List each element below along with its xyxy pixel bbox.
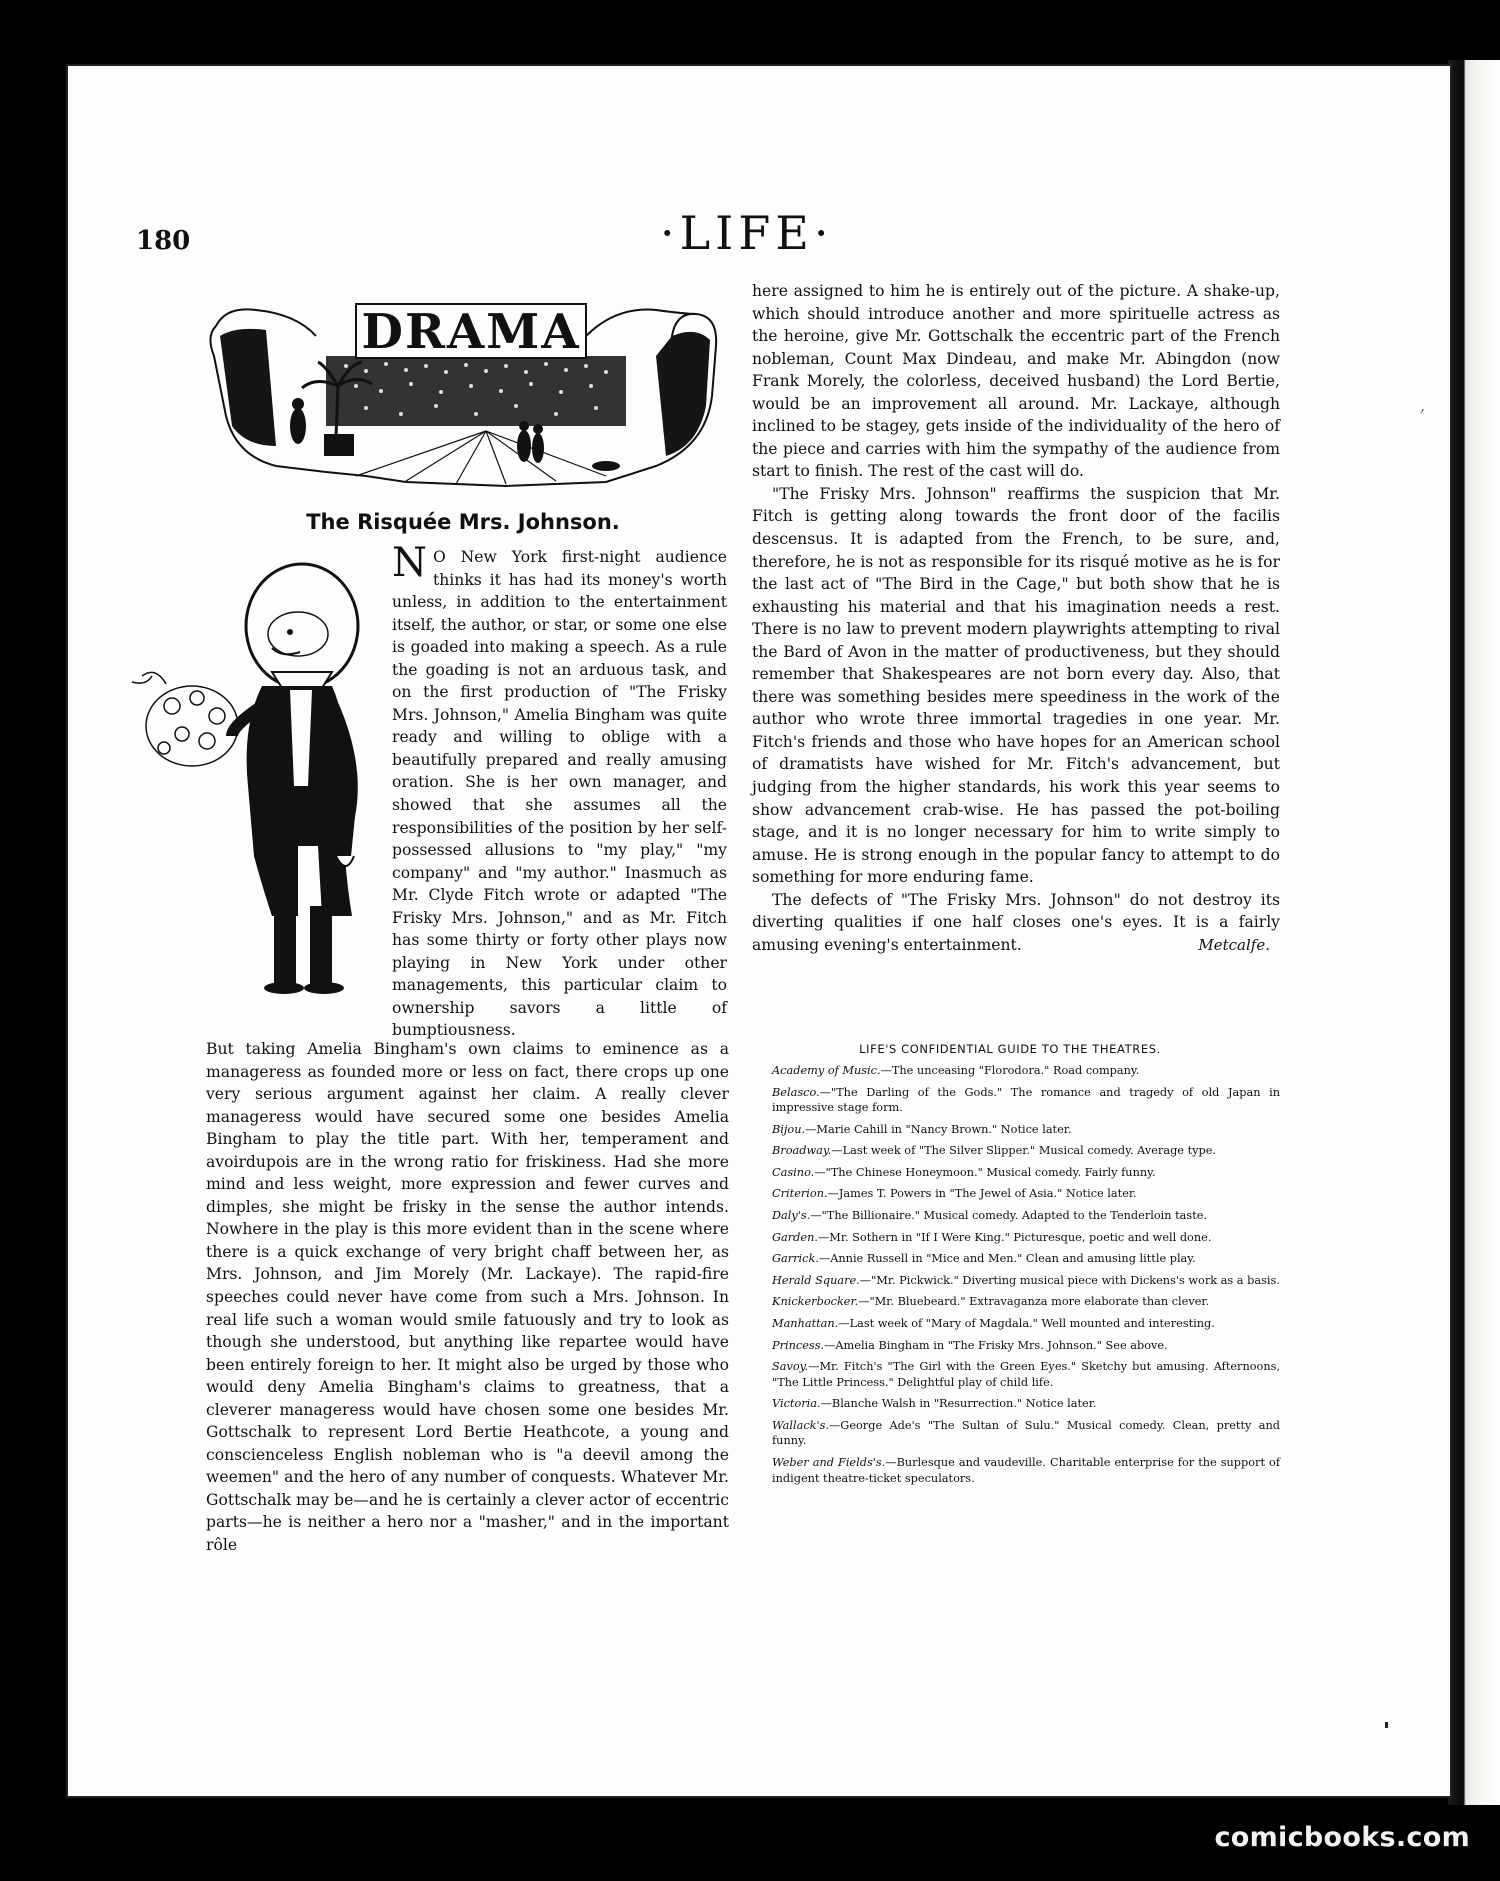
bald-man-caricature-illustration (122, 556, 412, 996)
guide-theatre-name: Bijou. (772, 1122, 806, 1136)
guide-theatre-name: Victoria. (772, 1397, 821, 1411)
guide-entry-text: —James T. Powers in "The Jewel of Asia." Notice later. (827, 1187, 1137, 1201)
guide-entry-text: —Last week of "Mary of Magdala." Well mounted and interesting. (838, 1317, 1215, 1331)
guide-entry-text: —Mr. Fitch's "The Girl with the Green Eyes." Sketchy but amusing. Afternoons, "The Little Princess." Delightful play of child life. (772, 1360, 1280, 1389)
guide-entry (772, 1273, 1280, 1289)
guide-theatre-name: Knickerbocker. (772, 1295, 859, 1309)
guide-entry (772, 1455, 1280, 1486)
guide-entry-text: —"The Billionaire." Musical comedy. Adapted to the Tenderloin taste. (810, 1209, 1208, 1223)
guide-theatre-name: Weber and Fields's. (772, 1456, 886, 1469)
paragraph-2: But taking Amelia Bingham's own claims to eminence as a manageress as founded more or less on fact, there crops up one very serious argument against her claim. A really clever manageress would have secured some one besides Amelia Bingham to play the title part. With her, temperament and avoirdupois are in the wrong ratio for friskiness. Had she more mind and less weight, more expression and fewer curves and dimples, she might be frisky in the sense the author intends. Nowhere in the play is this more evident than in the scene where there is a quick exchange of very bright chaff between her, as Mrs. Johnson, and Jim Morely (Mr. Lackaye). The rapid-fire speeches could never have come from such a Mrs. Johnson. In real life such a woman would smile fatuously and try to look as though she understood, but anything like repartee would have been entirely foreign to her. It might also be urged by those who would deny Amelia Bingham's claims to greatness, that a cleverer manageress would have chosen some one besides Mr. Gottschalk to represent Lord Bertie Heathcote, a young and conscienceless English nobleman who is "a deevil among the weemen" and the hero of any number of conquests. Whatever Mr. Gottschalk may be—and he is certainly a clever actor of eccentric parts—he is neither a hero nor a "masher," and in the important rôle (206, 1040, 729, 1555)
guide-theatre-name: Manhattan. (772, 1317, 839, 1331)
page-number: 180 (136, 226, 191, 256)
drama-banner-illustration (206, 296, 722, 496)
article-intro (392, 540, 727, 1042)
guide-entry-text: —Blanche Walsh in "Resurrection." Notice later. (820, 1397, 1097, 1411)
guide-entry (772, 1165, 1280, 1181)
guide-entry-text: —Last week of "The Silver Slipper." Musical comedy. Average type. (831, 1144, 1217, 1158)
theatre-guide-heading: LIFE'S CONFIDENTIAL GUIDE TO THE THEATRES. (859, 1042, 1161, 1056)
guide-theatre-name: Belasco. (772, 1085, 820, 1099)
guide-theatre-name: Broadway. (772, 1144, 832, 1158)
guide-theatre-name: Garrick. (772, 1252, 819, 1266)
guide-entry (772, 1294, 1280, 1310)
guide-entry-text: —Marie Cahill in "Nancy Brown." Notice later. (805, 1122, 1072, 1136)
next-page-edge (1448, 60, 1500, 1805)
dropcap: N (392, 540, 427, 586)
guide-entry-text: —Amelia Bingham in "The Frisky Mrs. Johnson." See above. (824, 1338, 1168, 1352)
article-title: The Risquée Mrs. Johnson. (306, 510, 620, 534)
guide-theatre-name: Herald Square. (772, 1273, 860, 1287)
right-column (752, 280, 1280, 956)
guide-entry (772, 1208, 1280, 1224)
theatre-guide-list (772, 1063, 1280, 1492)
guide-entry (772, 1251, 1280, 1267)
guide-entry-text: —Burlesque and vaudeville. Charitable enterprise for the support of indigent theatre-ticket speculators. (772, 1456, 1280, 1485)
guide-entry (772, 1316, 1280, 1332)
left-column-lower (206, 1038, 729, 1557)
guide-theatre-name: Casino. (772, 1165, 815, 1179)
guide-entry (772, 1063, 1280, 1079)
intro-text: O New York first-night audience thinks it has had its money's worth unless, in addition to the entertainment itself, the author, or star, or some one else is goaded into making a speech. As a rule the goading is not an arduous task, and on the first production of "The Frisky Mrs. Johnson," Amelia Bingham was quite ready and willing to oblige with a beautifully prepared and really amusing oration. She is her own manager, and showed that she assumes all the responsibilities of the position by her self-possessed allusions to "my play," "my company" and "my author." Inasmuch as Mr. Clyde Fitch wrote or adapted "The Frisky Mrs. Johnson," and as Mr. Fitch has some thirty or forty other plays now playing in New York under other managements, this particular claim to ownership savors a little of bumptiousness. (392, 548, 727, 1040)
guide-entry (772, 1396, 1280, 1412)
watermark: comicbooks.com (1214, 1822, 1470, 1853)
guide-theatre-name: Academy of Music. (772, 1064, 881, 1077)
guide-entry (772, 1230, 1280, 1246)
paragraph-5-text: The defects of "The Frisky Mrs. Johnson" do not destroy its diverting qualities if one half closes one's eyes. It is a fairly amusing evening's entertainment. (752, 890, 1280, 954)
guide-entry-text: —George Ade's "The Sultan of Sulu." Musical comedy. Clean, pretty and funny. (772, 1418, 1280, 1448)
guide-entry-text: —"The Chinese Honeymoon." Musical comedy. Fairly funny. (814, 1165, 1156, 1179)
author-signature: Metcalfe. (1198, 935, 1270, 954)
guide-entry (772, 1338, 1280, 1354)
guide-entry-text: —"Mr. Bluebeard." Extravaganza more elaborate than clever. (858, 1295, 1210, 1309)
guide-entry (772, 1359, 1280, 1390)
guide-theatre-name: Princess. (772, 1338, 825, 1352)
paragraph-4: "The Frisky Mrs. Johnson" reaffirms the suspicion that Mr. Fitch is getting along towards the front door of the facilis descensus. It is adapted from the French, to be sure, and, therefore, he is not as responsible for its risqué motive as he is for the last act of "The Bird in the Cage," but both show that he is exhausting his material and that his imagination needs a rest. There is no law to prevent modern playwrights attempting to rival the Bard of Avon in the matter of productiveness, but they should remember that Shakespeares are not born every day. Also, that there was something besides mere speediness in the work of the author who wrote three immortal tragedies in one year. Mr. Fitch's friends and those who have hopes for an American school of dramatists have wished for Mr. Fitch's advancement, but judging from the higher standards, his work this year seems to show advancement crab-wise. He has passed the pot-boiling stage, and it is no longer necessary for him to write simply to amuse. He is strong enough in the popular fancy to attempt to do something for more enduring fame. (752, 484, 1280, 887)
guide-entry-text: —"The Darling of the Gods." The romance and tragedy of old Japan in impressive stage form. (772, 1085, 1280, 1115)
guide-theatre-name: Garden. (772, 1230, 818, 1244)
guide-theatre-name: Savoy. (772, 1360, 809, 1374)
paragraph-3: here assigned to him he is entirely out of the picture. A shake-up, which should introduce another and more spirituelle actress as the heroine, give Mr. Gottschalk the eccentric part of the French nobleman, Count Max Dindeau, and make Mr. Abingdon (now Frank Morely, the colorless, deceived husband) the Lord Bertie, would be an improvement all around. Mr. Lackaye, although inclined to be stagey, gets inside of the individuality of the hero of the piece and carries with him the sympathy of the audience from start to finish. The rest of the cast will do. (752, 282, 1280, 481)
guide-entry (772, 1143, 1280, 1159)
guide-entry (772, 1418, 1280, 1449)
drama-banner-title: DRAMA (361, 304, 581, 360)
guide-entry-text: —The unceasing "Florodora." Road company. (880, 1064, 1140, 1077)
guide-entry-text: —"Mr. Pickwick." Diverting musical piece with Dickens's work as a basis. (859, 1273, 1280, 1287)
guide-theatre-name: Criterion. (772, 1187, 828, 1201)
guide-entry (772, 1085, 1280, 1116)
masthead: ·LIFE· (660, 206, 834, 260)
guide-entry-text: —Mr. Sothern in "If I Were King." Picturesque, poetic and well done. (817, 1230, 1212, 1244)
guide-entry (772, 1186, 1280, 1202)
guide-theatre-name: Daly's. (772, 1209, 811, 1223)
guide-entry (772, 1122, 1280, 1138)
guide-theatre-name: Wallack's. (772, 1418, 829, 1432)
margin-mark: ‚ (1420, 396, 1426, 415)
paragraph-5 (752, 889, 1280, 957)
guide-entry-text: —Annie Russell in "Mice and Men." Clean and amusing little play. (818, 1252, 1196, 1266)
ink-mark (1385, 1722, 1388, 1728)
